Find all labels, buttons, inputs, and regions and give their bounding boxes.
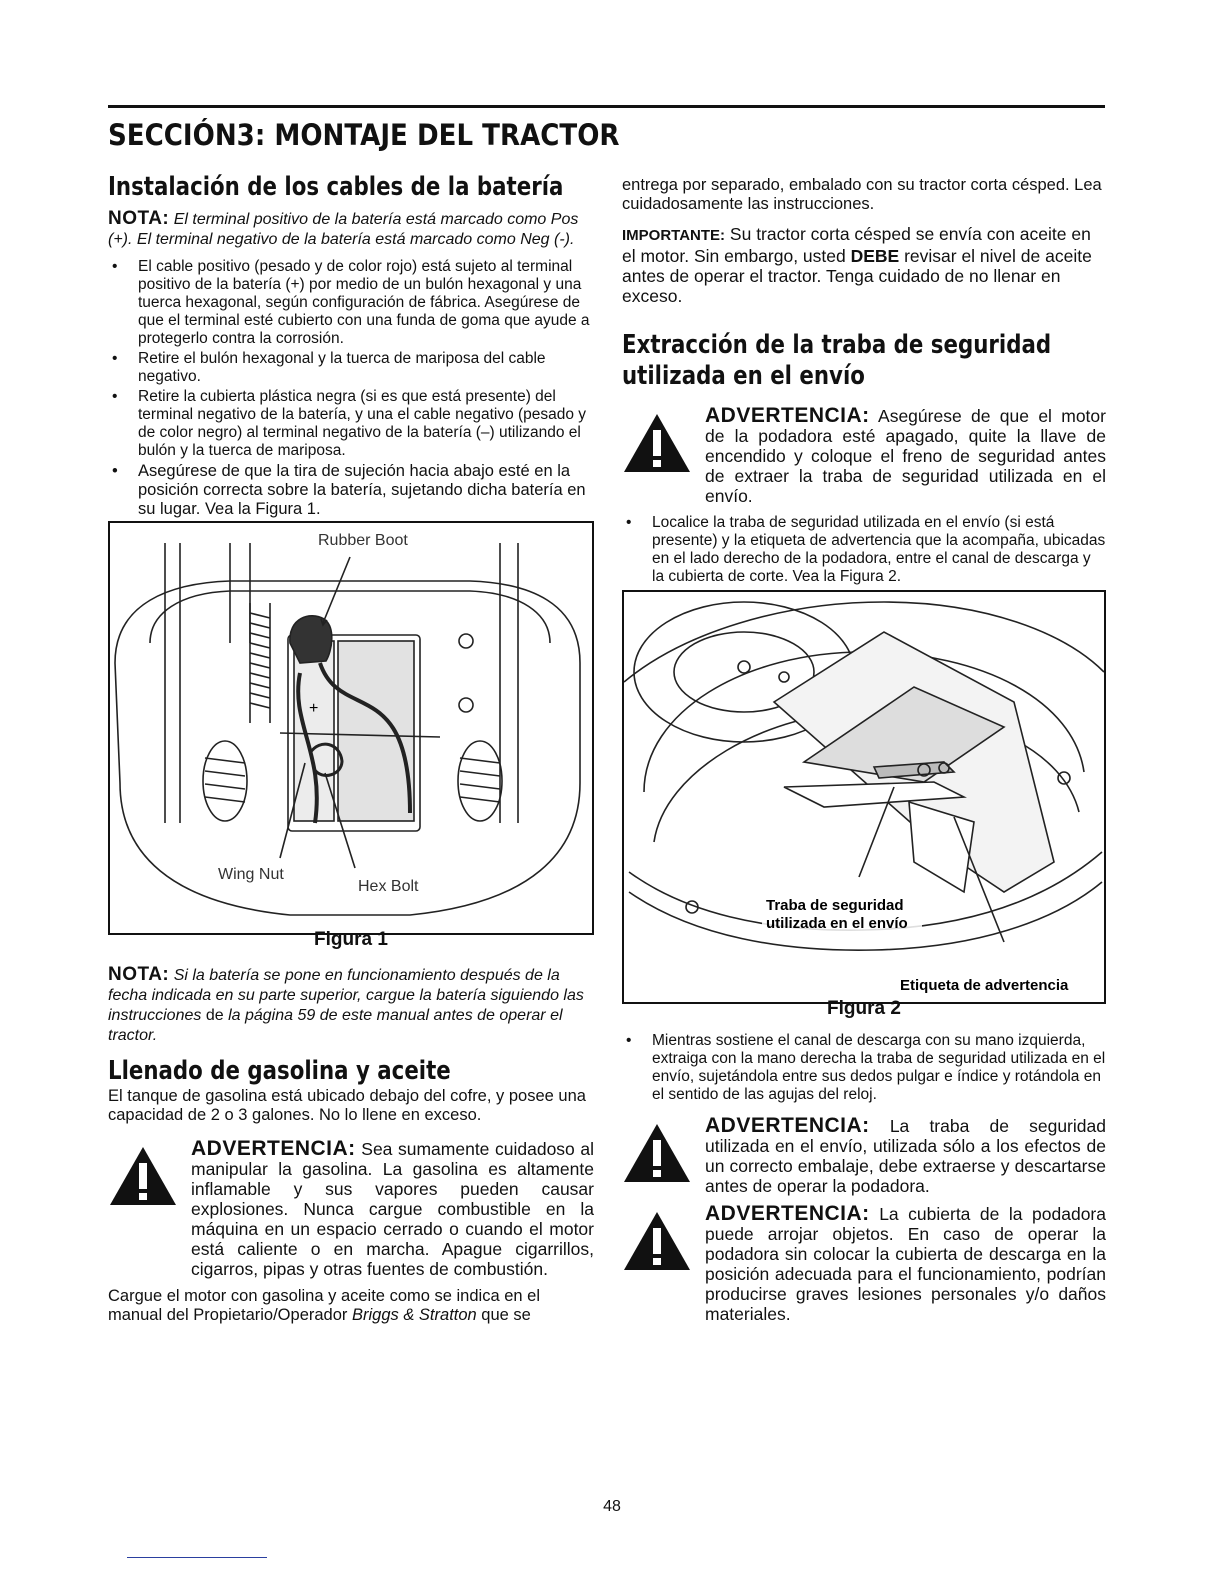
warning-label: ADVERTENCIA: (705, 1114, 870, 1137)
header-rule (108, 105, 1105, 108)
note-text: El terminal positivo de la batería está marcado como Pos (+). El terminal negativo de la batería está marcado como Neg (-). (108, 211, 579, 248)
list-item: • Retire la cubierta plástica negra (si es que está presente) del terminal negativo de la batería, y una el cable negativo (pesado y de color negro) al terminal negativo de la batería (–) utilizando el bulón y la tuerca de mariposa. (108, 388, 594, 460)
fuel-heading: Llenado de gasolina y aceite (108, 1056, 451, 1086)
figure-1-caption: Figura 1 (314, 929, 388, 950)
battery-heading: Instalación de los cables de la batería (108, 172, 564, 202)
warning-text: Asegúrese de que el motor de la podadora esté apagado, quite la llave de encendido y coloque el freno de seguridad antes de extraer la traba de seguridad utilizada en el envío. (705, 406, 1106, 506)
warning-icon (622, 1210, 692, 1272)
fill-text-b: que se (476, 1306, 531, 1324)
lock-label-line1: Traba de seguridad (766, 897, 904, 914)
fuel-intro: El tanque de gasolina está ubicado debajo del cofre, y posee una capacidad de 2 o 3 galones. No lo llene en exceso. (108, 1087, 586, 1124)
deck-warning (622, 1204, 1106, 1324)
important-text-b: revisar el nivel de aceite antes de operar el tractor. Tenga cuidado de no llenar en exceso. (622, 246, 1092, 306)
list-item: • Localice la traba de seguridad utilizada en el envío (si está presente) y la etiqueta de advertencia que la acompaña, ubicadas en el lado derecho de la podadora, entre el canal de descarga y la cubierta de corte. Vea la Figura 2. (622, 514, 1106, 586)
important-label: IMPORTANTE: (622, 227, 726, 244)
list-item: • Asegúrese de que la tira de sujeción hacia abajo esté en la posición correcta sobre la batería, sujetando dicha batería en su lugar. Vea la Figura 1. (108, 462, 594, 519)
mower-deck-illustration (624, 592, 1104, 1002)
continued-text: entrega por separado, embalado con su tractor corta césped. Lea cuidadosamente las instrucciones. (622, 176, 1102, 213)
right-column (622, 176, 1106, 1332)
lock-warning (622, 406, 1106, 506)
warning-icon (622, 1122, 692, 1184)
hex-bolt-label: Hex Bolt (358, 878, 419, 895)
figure-2 (622, 590, 1106, 1004)
important-paragraph (622, 224, 1106, 306)
warning-tag-label: Etiqueta de advertencia (900, 977, 1069, 994)
battery-steps (108, 258, 594, 519)
figure-1 (108, 521, 594, 935)
note-label: NOTA: (108, 208, 170, 229)
note-2-text-b: de (201, 1007, 229, 1024)
safety-lock-heading: Extracción de la traba de seguridad utilizada en el envío (622, 330, 1052, 391)
brand-name: Briggs & Stratton (351, 1306, 477, 1324)
note-2-label: NOTA: (108, 964, 170, 985)
note-2-text-c: la página 59 de este manual antes de operar el tractor. (108, 1007, 563, 1044)
fuel-warning (108, 1139, 594, 1279)
page-number: 48 (603, 1498, 621, 1515)
lock-label-line2: utilizada en el envío (766, 915, 908, 932)
list-item: • Retire el bulón hexagonal y la tuerca de mariposa del cable negativo. (108, 350, 594, 386)
warning-text: La cubierta de la podadora puede arrojar objetos. En caso de operar la podadora sin colocar la cubierta de descarga en la posición adecuada para el funcionamiento, podrían producirse graves lesiones personales y/o daños materiales. (705, 1204, 1106, 1324)
rubber-boot-label: Rubber Boot (318, 532, 408, 549)
lock-steps (622, 514, 1106, 586)
important-text-a: Su tractor corta césped se envía con aceite en el motor. Sin embargo, usted (622, 224, 1091, 266)
plus-terminal-label: + (309, 700, 319, 717)
lock-removal-steps (622, 1032, 1106, 1104)
fuel-fill-text (108, 1287, 594, 1325)
figure-2-caption: Figura 2 (827, 998, 901, 1019)
warning-icon (622, 412, 692, 474)
list-item: • Mientras sostiene el canal de descarga con su mano izquierda, extraiga con la mano derecha la traba de seguridad utilizada en el envío, sujetándola entre sus dedos pulgar e índice y rotándola en el sentido de las agujas del reloj. (622, 1032, 1106, 1104)
warning-label: ADVERTENCIA: (705, 1202, 870, 1225)
list-item: • El cable positivo (pesado y de color rojo) está sujeto al terminal positivo de la batería (+) por medio de un bulón hexagonal y una tuerca hexagonal, según configuración de fábrica. Asegúrese de que el terminal esté cubierto con una funda de goma que ayude a protegerlo contra la corrosión. (108, 258, 594, 348)
battery-illustration (110, 523, 592, 933)
section-title: SECCIÓN3: MONTAJE DEL TRACTOR (108, 118, 620, 152)
fill-text-a: Cargue el motor con gasolina y aceite como se indica en el manual del Propietario/Operador (108, 1287, 540, 1324)
warning-label: ADVERTENCIA: (191, 1137, 356, 1160)
battery-note (108, 209, 594, 250)
left-column (108, 172, 594, 1325)
warning-text: La traba de seguridad utilizada en el envío, utilizada sólo a los efectos de un correcto embalaje, debe extraerse y descartarse antes de operar la podadora. (705, 1116, 1106, 1196)
must-label: DEBE (850, 246, 900, 266)
note-2-text-a: Si la batería se pone en funcionamiento después de la fecha indicada en su parte superior, cargue la batería siguiendo las instrucciones (108, 967, 584, 1024)
footer-link-line (127, 1557, 267, 1558)
warning-text: Sea sumamente cuidadoso al manipular la gasolina. La gasolina es altamente inflamable y sus vapores pueden causar explosiones. Nunca cargue combustible en la máquina en un espacio cerrado o cuando el motor está caliente o en marcha. Apague cigarrillos, cigarros, pipas y otras fuentes de combustión. (191, 1139, 594, 1279)
warning-label: ADVERTENCIA: (705, 404, 870, 427)
discard-warning (622, 1116, 1106, 1196)
wing-nut-label: Wing Nut (218, 866, 284, 883)
warning-icon (108, 1145, 178, 1207)
battery-note-2 (108, 965, 594, 1046)
